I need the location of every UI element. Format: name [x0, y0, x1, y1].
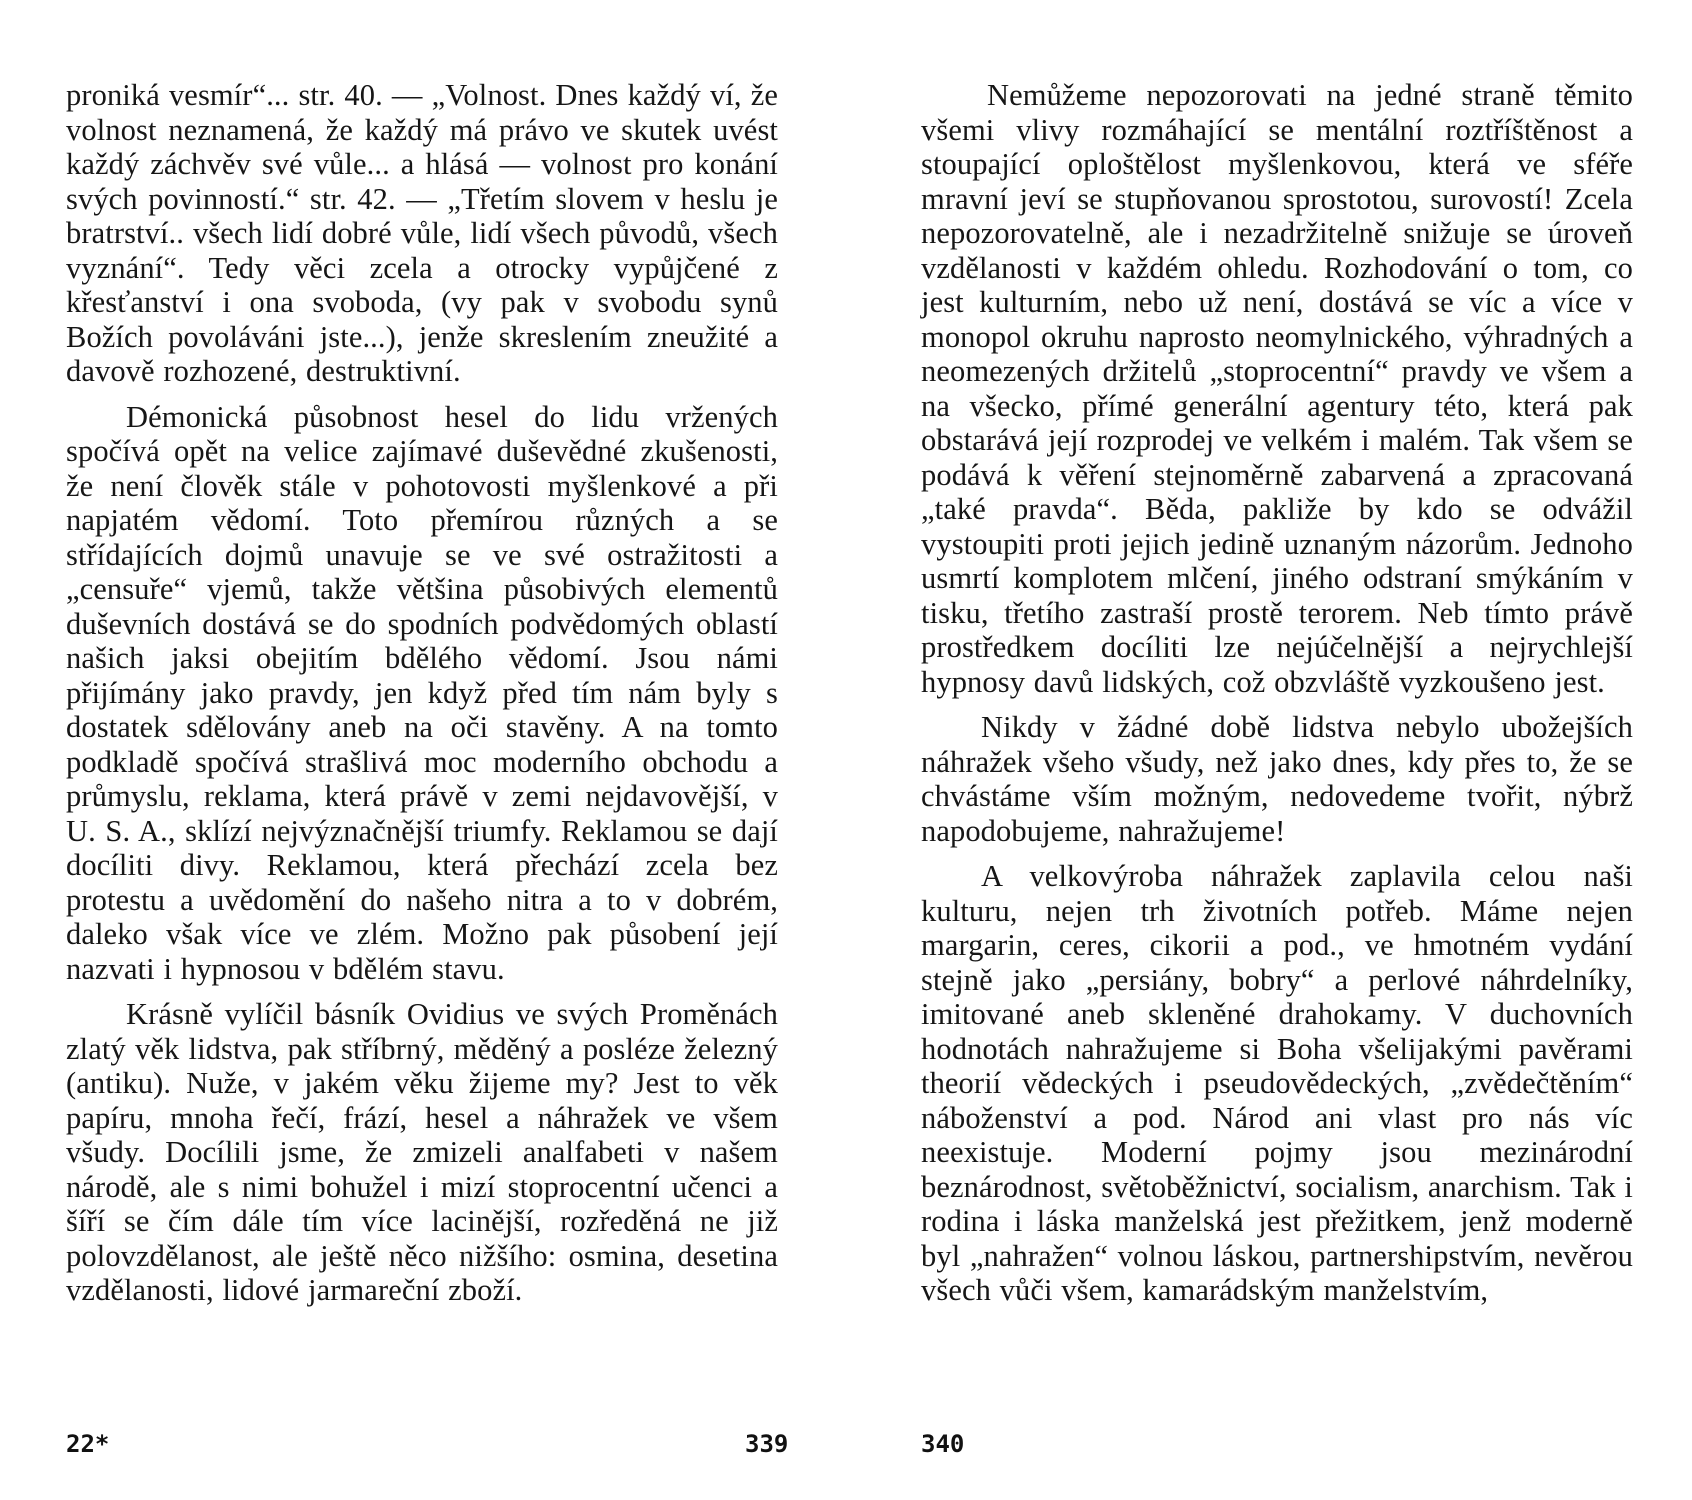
left-paragraph-2: Démonická působnost hesel do lidu vržených spočívá opět na velice zajímavé duševědné zkušenosti, že není člověk stále v pohotovosti myšlenkové a při napjatém vědomí. Toto přemírou různých a se střídajících dojmů unavuje se ve své ostražitosti a „censuře“ vjemů, takže většina působivých elementů duševních dostává se do spodních podvědomých oblastí našich jaksi obejitím bdělého vědomí. Jsou námi přijímány jako pravdy, jen když před tím nám byly s dostatek sdělovány aneb na oči stavěny. A na tomto podkladě spočívá strašlivá moc moderního obchodu a průmyslu, reklama, která právě v zemi nejdavovější, v U. S. A., sklízí nejvýznačnější triumfy. Reklamou se dají docíliti divy. Reklamou, která přechází zcela bez protestu a uvědomění do našeho nitra a to v dobrém, daleko však více ve zlém. Možno pak působení její nazvati i hypnosou v bdělém stavu. — [66, 399, 778, 986]
right-page-number: 340 — [921, 1430, 965, 1458]
right-paragraph-1: Nemůžeme nepozorovati na jedné straně těmito všemi vlivy rozmáhající se mentální roztříštěnost a stoupající oploštělost myšlenkovou, která ve sféře mravní jeví se stupňovanou sprostotou, surovostí! Zcela nepozorovatelně, ale i nezadržitelně snižuje se úroveň vzdělanosti v každém ohledu. Rozhodování o tom, co jest kulturním, nebo už není, dostává se víc a více v monopol okruhu naprosto neomylnického, výhradných a neomezených držitelů „stoprocentní“ pravdy ve všem a na všecko, přímé generální agentury této, která pak obstarává její rozprodej ve velkém i malém. Tak všem se podává k věření stejnoměrně zabarvená a zpracovaná „také pravda“. Běda, pakliže by kdo se odvážil vystoupiti proti jejich jedině uznaným názorům. Jednoho usmrtí komplotem mlčení, jiného odstraní smýkáním v tisku, třetího zastraší prostě terorem. Neb tímto právě prostředkem docíliti lze nejúčelnější a nejrychlejší hypnosy davů lidských, což obzvláště vyzkoušeno jest. — [921, 78, 1633, 699]
signature-mark: 22* — [66, 1430, 110, 1458]
right-page — [921, 78, 1633, 1308]
right-paragraph-2: Nikdy v žádné době lidstva nebylo ubožejších náhražek všeho všudy, než jako dnes, kdy přes to, že se chvástáme vším možným, nedovedeme tvořit, nýbrž napodobujeme, nahražujeme! — [921, 710, 1633, 848]
left-page-number: 339 — [745, 1430, 789, 1458]
left-page — [66, 78, 778, 1308]
left-page-text — [66, 78, 778, 1308]
right-paragraph-3: A velkovýroba náhražek zaplavila celou naši kulturu, nejen trh životních potřeb. Máme nejen margarin, ceres, cikorii a pod., ve hmotném vydání stejně jako „persiány, bobry“ a perlové náhrdelníky, imitované aneb skleněné drahokamy. V duchovních hodnotách nahražujeme si Boha všelijakými pavěrami theorií vědeckých i pseudovědeckých, „zvědečtěním“ náboženství a pod. Národ ani vlast pro nás víc neexistuje. Moderní pojmy jsou mezinárodní beznárodnost, světoběžnictví, socialism, anarchism. Tak i rodina i láska manželská jest přežitkem, jenž moderně byl „nahražen“ volnou láskou, partnershipstvím, nevěrou všech vůči všem, kamarádským manželstvím, — [921, 859, 1633, 1307]
left-paragraph-1: proniká vesmír“... str. 40. — „Volnost. Dnes každý ví, že volnost neznamená, že každý má právo ve skutek uvést každý záchvěv své vůle... a hlásá — volnost pro konání svých povinností.“ str. 42. — „Třetím slovem v heslu je bratrství.. všech lidí dobré vůle, lidí všech původů, všech vyznání“. Tedy věci zcela a otrocky vypůjčené z křesťanství i ona svoboda, (vy pak v svobodu synů Božích povoláváni jste...), jenže skreslením zneužité a davově rozhozené, destruktivní. — [66, 78, 778, 388]
left-paragraph-3: Krásně vylíčil básník Ovidius ve svých Proměnách zlatý věk lidstva, pak stříbrný, měděný a posléze železný (antiku). Nuže, v jakém věku žijeme my? Jest to věk papíru, mnoha řečí, frází, hesel a náhražek ve všem všudy. Docílili jsme, že zmizeli analfabeti v našem národě, ale s nimi bohužel i mizí stoprocentní učenci a šíří se čím dále tím více lacinější, rozředěná ne již polovzdělanost, ale ještě něco nižšího: osmina, desetina vzdělanosti, lidové jarmareční zboží. — [66, 997, 778, 1307]
right-page-text — [921, 78, 1633, 1308]
